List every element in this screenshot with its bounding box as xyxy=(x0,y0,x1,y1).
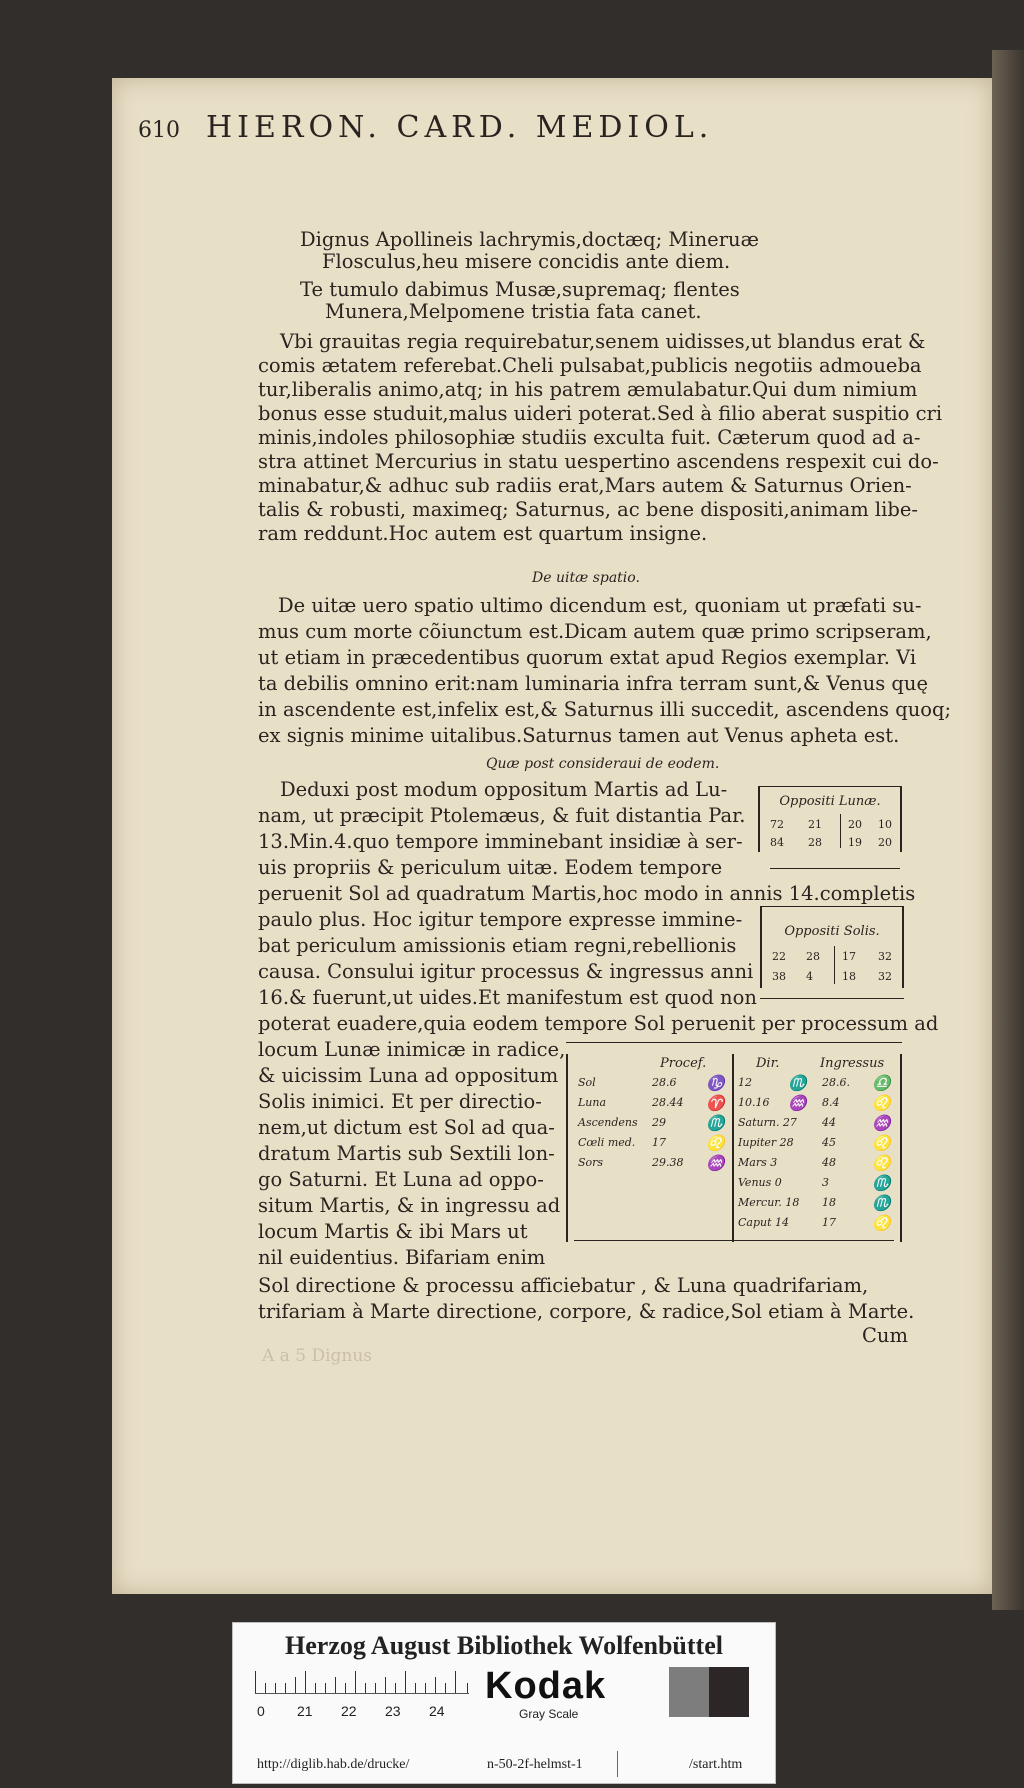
text-line: minis,indoles philosophiæ studiis exculta fuit. Cæterum quod ad a- xyxy=(258,426,921,449)
ruler-tick xyxy=(325,1683,326,1693)
box-cell: 28 xyxy=(806,950,820,963)
table-cell: 48 xyxy=(822,1156,836,1169)
box-cell: 32 xyxy=(878,950,892,963)
text-line: poterat euadere,quia eodem tempore Sol peruenit per processum ad xyxy=(258,1012,939,1035)
box-cell: 10 xyxy=(878,818,892,831)
ruler-tick xyxy=(467,1683,468,1693)
table-cell: 28.44 xyxy=(652,1096,684,1109)
box-cell: 84 xyxy=(770,836,784,849)
text-line: talis & robusti, maximeq; Saturnus, ac bene dispositi,animam libe- xyxy=(258,498,918,521)
text-line: peruenit Sol ad quadratum Martis,hoc modo in annis 14.completis xyxy=(258,882,916,905)
section-heading: De uitæ spatio. xyxy=(532,570,640,586)
box-rule xyxy=(760,998,904,999)
zodiac-sign: ♌ xyxy=(872,1094,891,1112)
box-rule xyxy=(760,906,904,907)
table-cell: Cœli med. xyxy=(578,1136,636,1149)
box-divider xyxy=(840,814,841,848)
text-line: tur,liberalis animo,atq; in his patrem æmulabatur.Qui dum nimium xyxy=(258,378,918,401)
box-cell: 17 xyxy=(842,950,856,963)
ruler-tick xyxy=(285,1683,286,1693)
text-line: ut etiam in præcedentibus quorum extat apud Regios exemplar. Vi xyxy=(258,646,917,669)
bleed-through-text: A a 5 Dignus xyxy=(262,1346,373,1366)
text-line: minabatur,& adhuc sub radiis erat,Mars autem & Saturnus Orien- xyxy=(258,474,912,497)
table-cell: 29 xyxy=(652,1116,666,1129)
running-head-title: HIERON. CARD. MEDIOL. xyxy=(206,110,714,145)
ruler-tick xyxy=(425,1683,426,1693)
text-line: Te tumulo dabimus Musæ,supremaq; flentes xyxy=(300,278,740,301)
url-base: http://diglib.hab.de/drucke/ xyxy=(257,1757,410,1772)
table-cell: 10.16 xyxy=(738,1096,770,1109)
zodiac-sign: ♌ xyxy=(706,1134,725,1152)
table-header: Procef. xyxy=(660,1056,707,1071)
table-header: Dir. xyxy=(756,1056,780,1071)
text-line: nam, ut præcipit Ptolemæus, & fuit distantia Par. xyxy=(258,804,746,827)
ruler-tick xyxy=(365,1683,366,1693)
table-cell: Saturn. 27 xyxy=(738,1116,797,1129)
table-border-right xyxy=(900,1054,902,1242)
table-cell: Ascendens xyxy=(578,1116,638,1129)
table-cell: 8.4 xyxy=(822,1096,840,1109)
ruler-number: 21 xyxy=(297,1703,313,1719)
text-line: go Saturni. Et Luna ad oppo- xyxy=(258,1168,544,1191)
text-line: bat periculum amissionis etiam regni,rebellionis xyxy=(258,934,737,957)
text-line: locum Lunæ inimicæ in radice, xyxy=(258,1038,566,1061)
text-line: 16.& fuerunt,ut uides.Et manifestum est quod non xyxy=(258,986,757,1009)
table-cell: Caput 14 xyxy=(738,1216,790,1229)
ruler-tick xyxy=(395,1683,396,1693)
section-heading: Quæ post consideraui de eodem. xyxy=(486,756,720,772)
table-cell: 29.38 xyxy=(652,1156,684,1169)
box-title: Oppositi Solis. xyxy=(784,924,880,939)
text-line: Deduxi post modum oppositum Martis ad Lu- xyxy=(280,778,728,801)
text-line: Dignus Apollineis lachrymis,doctæq; Mineruæ xyxy=(300,228,759,251)
box-cell: 32 xyxy=(878,970,892,983)
table-rule-top xyxy=(566,1042,902,1043)
box-cell: 4 xyxy=(806,970,813,983)
oppositi-lunae-rule-bottom xyxy=(770,868,900,869)
box-divider xyxy=(834,946,835,984)
box-cell: 21 xyxy=(808,818,822,831)
box-cell: 20 xyxy=(878,836,892,849)
processus-table xyxy=(566,1042,902,1242)
table-cell: Sors xyxy=(578,1156,604,1169)
text-line: comis ætatem referebat.Cheli pulsabat,publicis negotiis admoueba xyxy=(258,354,922,377)
gray-scale-label: Gray Scale xyxy=(519,1707,579,1721)
text-line: bonus esse studuit,malus uideri poterat.Sed à filio aberat suspitio cri xyxy=(258,402,943,425)
box-cell: 18 xyxy=(842,970,856,983)
measurement-ruler xyxy=(255,1667,469,1694)
zodiac-sign: ♌ xyxy=(872,1154,891,1172)
zodiac-sign: ♑ xyxy=(706,1074,725,1092)
ruler-tick xyxy=(305,1671,306,1693)
table-cell: Luna xyxy=(578,1096,607,1109)
ruler-tick xyxy=(345,1683,346,1693)
label-separator xyxy=(617,1751,618,1777)
table-cell: 17 xyxy=(652,1136,666,1149)
zodiac-sign: ♎ xyxy=(872,1074,891,1092)
text-line: nil euidentius. Bifariam enim xyxy=(258,1246,546,1269)
text-line: trifariam à Marte directione, corpore, & radice,Sol etiam à Marte. xyxy=(258,1300,915,1323)
text-line: 13.Min.4.quo tempore imminebant insidiæ à ser- xyxy=(258,830,743,853)
oppositi-lunae-box xyxy=(758,786,902,852)
ruler-tick xyxy=(415,1683,416,1693)
ruler-tick xyxy=(335,1677,336,1693)
text-line: causa. Consului igitur processus & ingressus anni xyxy=(258,960,754,983)
table-cell: 44 xyxy=(822,1116,836,1129)
zodiac-sign: ♌ xyxy=(872,1214,891,1232)
table-border-left xyxy=(566,1054,568,1242)
text-line: paulo plus. Hoc igitur tempore expresse immine- xyxy=(258,908,743,931)
table-cell: Mars 3 xyxy=(738,1156,778,1169)
zodiac-sign: ♏ xyxy=(788,1074,807,1092)
page-number: 610 xyxy=(138,118,180,143)
box-cell: 72 xyxy=(770,818,784,831)
ruler-number: 0 xyxy=(257,1703,265,1719)
table-cell: 28.6 xyxy=(652,1076,677,1089)
table-header: Ingressus xyxy=(820,1056,885,1071)
box-cell: 20 xyxy=(848,818,862,831)
text-line: situm Martis, & in ingressu ad xyxy=(258,1194,561,1217)
table-divider xyxy=(732,1054,734,1242)
text-line: ram reddunt.Hoc autem est quartum insigne. xyxy=(258,522,708,545)
library-name: Herzog August Bibliothek Wolfenbüttel xyxy=(285,1631,723,1660)
text-line: mus cum morte cõiunctum est.Dicam autem quæ primo scripseram, xyxy=(258,620,932,643)
text-line: stra attinet Mercurius in statu uespertino ascendens respexit cui do- xyxy=(258,450,939,473)
table-cell: 45 xyxy=(822,1136,836,1149)
ruler-tick xyxy=(385,1677,386,1693)
text-line: ex signis minime uitalibus.Saturnus tamen aut Venus apheta est. xyxy=(258,724,900,747)
table-cell: Sol xyxy=(578,1076,596,1089)
ruler-tick xyxy=(255,1671,256,1693)
text-line: Munera,Melpomene tristia fata canet. xyxy=(325,300,702,323)
text-line: in ascendente est,infelix est,& Saturnus illi succedit, ascendens quoq; xyxy=(258,698,952,721)
oppositi-solis-box xyxy=(760,906,904,988)
ruler-number: 22 xyxy=(341,1703,357,1719)
ruler-tick xyxy=(445,1683,446,1693)
text-line: Flosculus,heu misere concidis ante diem. xyxy=(322,250,731,273)
table-cell: 3 xyxy=(822,1176,829,1189)
text-line: uis propriis & periculum uitæ. Eodem tempore xyxy=(258,856,723,879)
text-line: Solis inimici. Et per directio- xyxy=(258,1090,542,1113)
ruler-tick xyxy=(315,1683,316,1693)
ruler-tick xyxy=(295,1677,296,1693)
kodak-logo: Kodak xyxy=(485,1665,607,1707)
box-cell: 28 xyxy=(808,836,822,849)
zodiac-sign: ♈ xyxy=(706,1094,725,1112)
ruler-number: 23 xyxy=(385,1703,401,1719)
zodiac-sign: ♒ xyxy=(706,1154,725,1172)
running-head xyxy=(138,110,713,145)
black-swatch xyxy=(709,1667,749,1717)
library-label-card xyxy=(232,1622,776,1784)
box-cell: 19 xyxy=(848,836,862,849)
box-cell: 22 xyxy=(772,950,786,963)
catchword: Cum xyxy=(862,1324,908,1347)
table-cell: Mercur. 18 xyxy=(738,1196,800,1209)
adjacent-page-edge xyxy=(992,50,1024,1610)
text-line: Vbi grauitas regia requirebatur,senem uidisses,ut blandus erat & xyxy=(280,330,926,353)
ruler-tick xyxy=(405,1671,406,1693)
ruler-tick xyxy=(435,1677,436,1693)
zodiac-sign: ♒ xyxy=(872,1114,891,1132)
table-cell: 18 xyxy=(822,1196,836,1209)
ruler-tick xyxy=(455,1671,456,1693)
ruler-tick xyxy=(265,1683,266,1693)
table-cell: 28.6. xyxy=(822,1076,850,1089)
text-line: dratum Martis sub Sextili lon- xyxy=(258,1142,555,1165)
text-line: De uitæ uero spatio ultimo dicendum est, quoniam ut præfati su- xyxy=(278,594,922,617)
ruler-tick xyxy=(375,1683,376,1693)
table-cell: Iupiter 28 xyxy=(738,1136,794,1149)
text-line: Sol directione & processu afficiebatur , & Luna quadrifariam, xyxy=(258,1274,869,1297)
ruler-tick xyxy=(355,1671,356,1693)
ruler-number: 24 xyxy=(429,1703,445,1719)
table-cell: 12 xyxy=(738,1076,752,1089)
zodiac-sign: ♏ xyxy=(872,1174,891,1192)
text-line: nem,ut dictum est Sol ad qua- xyxy=(258,1116,555,1139)
box-rule xyxy=(758,786,902,787)
box-title: Oppositi Lunæ. xyxy=(779,794,881,809)
url-id: n-50-2f-helmst-1 xyxy=(487,1757,583,1772)
zodiac-sign: ♒ xyxy=(788,1094,807,1112)
text-line: & uicissim Luna ad oppositum xyxy=(258,1064,559,1087)
url-path: /start.htm xyxy=(689,1757,743,1772)
box-cell: 38 xyxy=(772,970,786,983)
ruler-tick xyxy=(275,1683,276,1693)
gray-swatch xyxy=(669,1667,709,1717)
text-line: ta debilis omnino erit:nam luminaria infra terram sunt,& Venus quę xyxy=(258,672,929,695)
table-rule-bottom xyxy=(574,1240,894,1241)
zodiac-sign: ♌ xyxy=(872,1134,891,1152)
zodiac-sign: ♏ xyxy=(872,1194,891,1212)
text-line: locum Martis & ibi Mars ut xyxy=(258,1220,528,1243)
table-cell: 17 xyxy=(822,1216,836,1229)
zodiac-sign: ♏ xyxy=(706,1114,725,1132)
table-cell: Venus 0 xyxy=(738,1176,782,1189)
